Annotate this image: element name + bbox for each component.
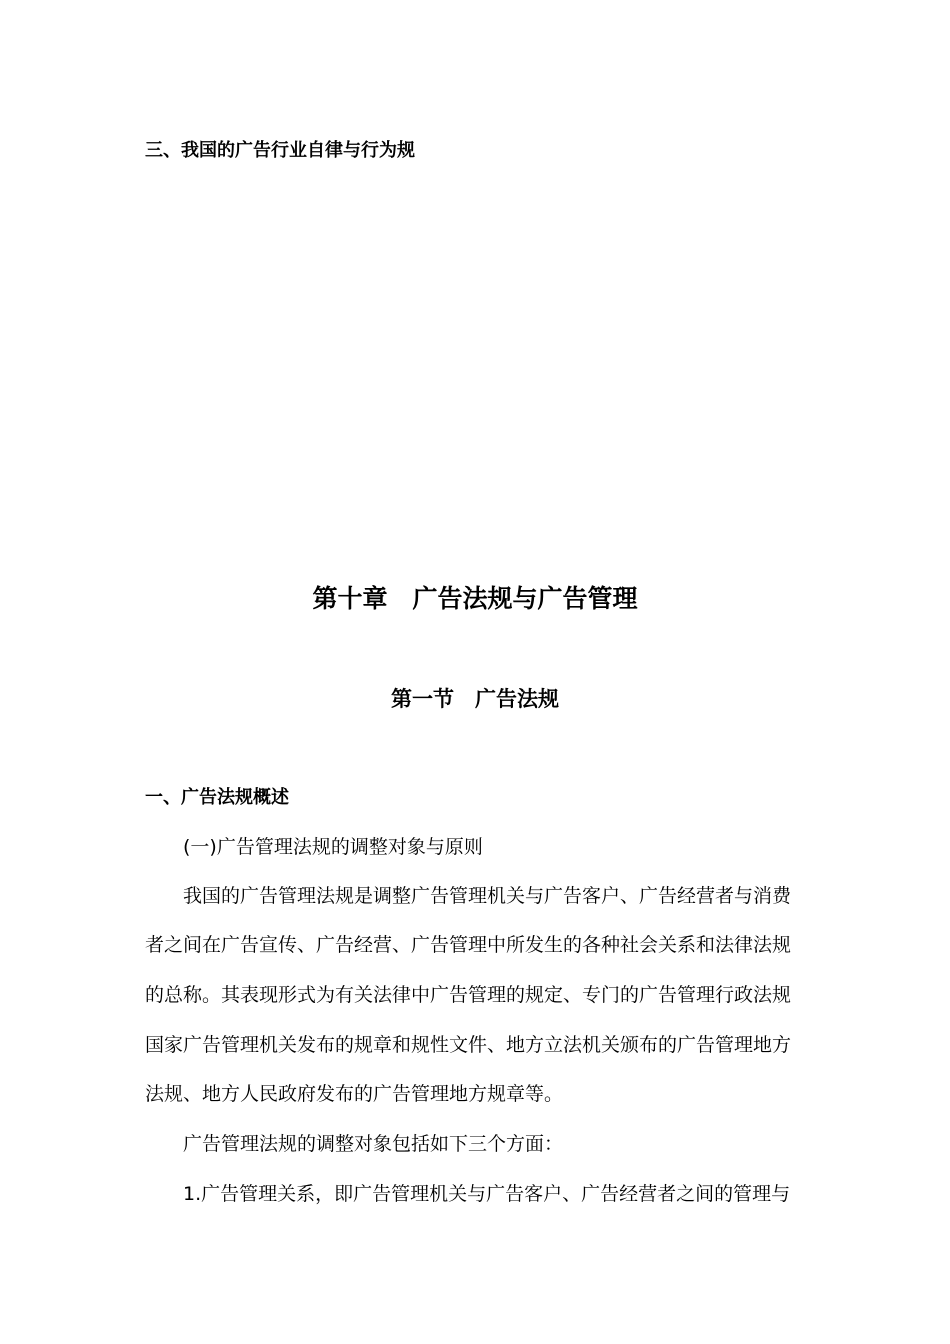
section-title: 第一节 广告法规: [391, 687, 559, 711]
paragraph-line-1: 我国的广告管理法规是调整广告管理机关与广告客户、广告经营者与消费: [183, 885, 792, 907]
section-heading-3: 三、我国的广告行业自律与行为规: [145, 140, 415, 161]
paragraph-line-3: 的总称。其表现形式为有关法律中广告管理的规定、专门的广告管理行政法规: [145, 984, 792, 1006]
subsection-heading-1: 一、广告法规概述: [145, 787, 289, 808]
intro-line: 广告管理法规的调整对象包括如下三个方面：: [183, 1133, 564, 1155]
paragraph-line-4: 国家广告管理机关发布的规章和规性文件、地方立法机关颁布的广告管理地方: [145, 1034, 792, 1056]
item-heading-1: (一)广告管理法规的调整对象与原则: [183, 836, 483, 858]
paragraph-line-2: 者之间在广告宣传、广告经营、广告管理中所发生的各种社会关系和法律法规: [145, 934, 792, 956]
chapter-title: 第十章 广告法规与广告管理: [312, 584, 638, 613]
paragraph-line-5: 法规、地方人民政府发布的广告管理地方规章等。: [145, 1083, 564, 1105]
list-item-1: 1.广告管理关系，即广告管理机关与广告客户、广告经营者之间的管理与: [183, 1183, 791, 1205]
